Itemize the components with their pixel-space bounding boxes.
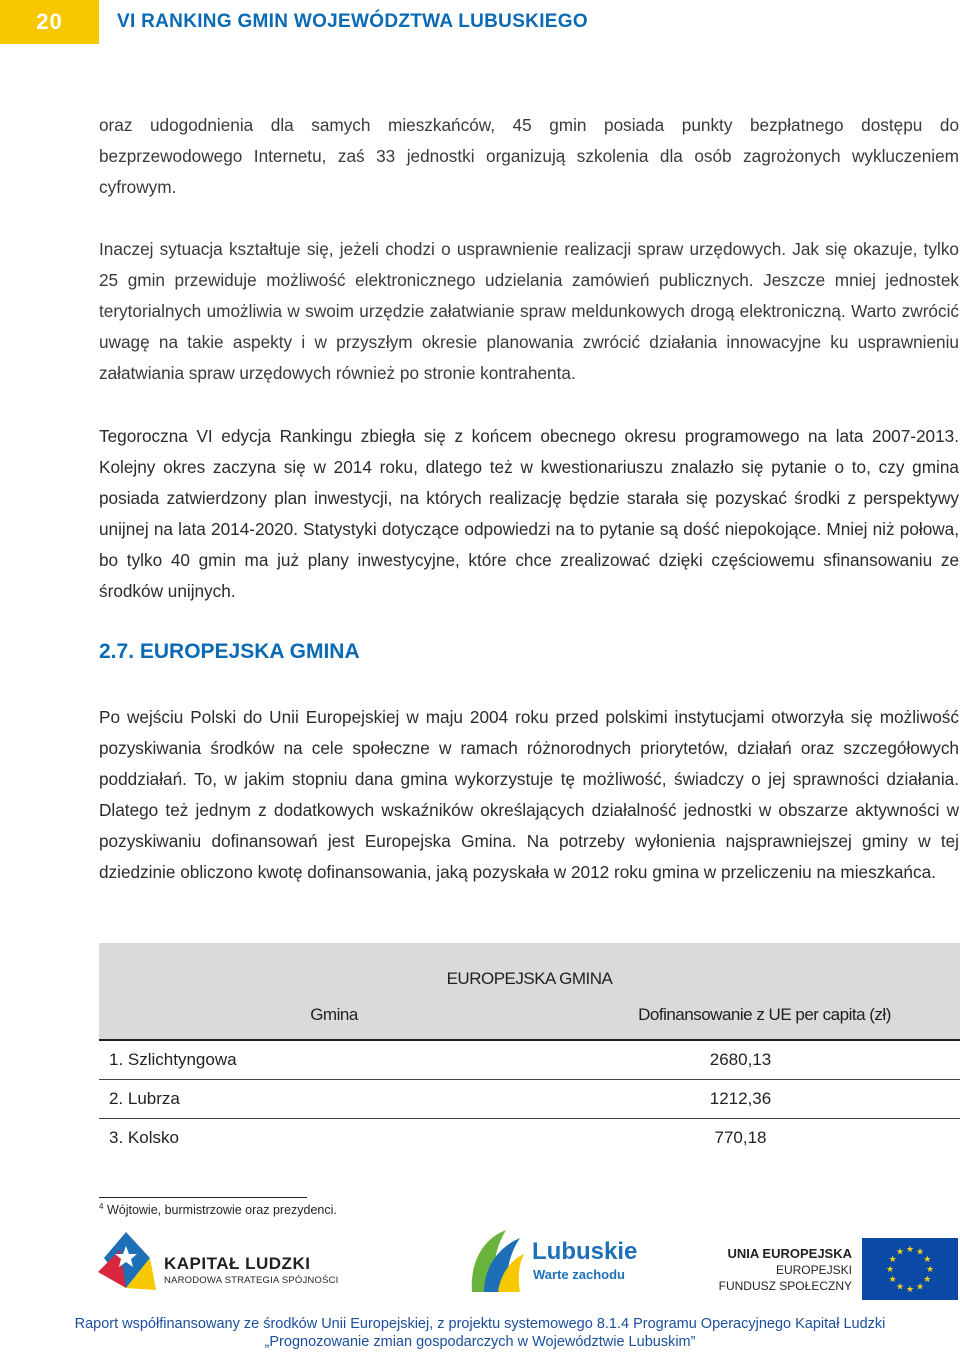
- page-number: 20: [0, 0, 99, 44]
- eu-flag-icon: [862, 1238, 958, 1300]
- eu-star-icon: ★: [888, 1274, 897, 1284]
- row-name: 1. Szlichtyngowa: [99, 1040, 569, 1079]
- lubuskie-title: Lubuskie: [532, 1238, 638, 1265]
- paragraph-2-block: [99, 234, 959, 389]
- kapital-ludzki-logo-icon: [96, 1228, 158, 1298]
- eu-star-icon: ★: [915, 1281, 925, 1292]
- paragraph-1-block: [99, 110, 959, 203]
- eu-fund-line2: FUNDUSZ SPOŁECZNY: [718, 1279, 852, 1293]
- paragraph-2: Inaczej sytuacja kształtuje się, jeżeli chodzi o usprawnienie realizacji spraw urzędowych. Jak się okazuje, tylko 25 gmin przewiduje możliwość elektronicznego udzielania zamówień publicznych. Jeszcze mniej jednostek terytorialnych umożliwia w swoim urzędzie załatwianie spraw meldunkowych drogą elektroniczną. Warto zwrócić uwagę na takie aspekty i w przyszłym okresie planowania zwrócić działania innowacyjne ku usprawnieniu załatwiania spraw urzędowych również po stronie kontrahenta.: [99, 239, 959, 383]
- lubuskie-subtitle: Warte zachodu: [533, 1267, 625, 1282]
- eu-star-icon: ★: [925, 1264, 935, 1274]
- eu-fund-line1: EUROPEJSKI: [775, 1263, 852, 1277]
- eu-star-icon: ★: [888, 1254, 897, 1264]
- table-row: [99, 1079, 960, 1118]
- row-value: 1212,36: [569, 1079, 960, 1118]
- table-header-row: [99, 991, 960, 1040]
- eu-star-icon: ★: [923, 1254, 932, 1264]
- page-header: [0, 0, 960, 44]
- section-title: 2.7. EUROPEJSKA GMINA: [99, 640, 360, 663]
- eu-star-icon: ★: [915, 1246, 925, 1257]
- footnote: [99, 1202, 337, 1217]
- kapital-ludzki-subtitle: NARODOWA STRATEGIA SPÓJNOŚCI: [164, 1275, 339, 1286]
- eu-star-icon: ★: [905, 1244, 915, 1254]
- eu-star-icon: ★: [885, 1264, 895, 1274]
- table-row: [99, 1118, 960, 1157]
- footer-line-1: Raport współfinansowany ze środków Unii Europejskiej, z projektu systemowego 8.1.4 Programu Operacyjnego Kapitał Ludzki: [74, 1316, 886, 1332]
- table-row: [99, 1040, 960, 1079]
- paragraph-3-block: [99, 421, 959, 607]
- footer-line-2: „Prognozowanie zmian gospodarczych w Województwie Lubuskim”: [264, 1334, 696, 1350]
- kapital-ludzki-title: KAPITAŁ LUDZKI: [164, 1254, 311, 1273]
- paragraph-4-block: [99, 702, 959, 888]
- footnote-marker: 4: [99, 1202, 104, 1211]
- paragraph-3: Tegoroczna VI edycja Rankingu zbiegła się z końcem obecnego okresu programowego na lata 2007-2013. Kolejny okres zaczyna się w 2014 roku, dlatego też w kwestionariuszu znalazło się pytanie o to, czy gmina posiada zatwierdzony plan inwestycji, na których realizację będzie starała się pozyskać środki z perspektywy unijnej na lata 2014-2020. Statystyki dotyczące odpowiedzi na to pytanie są dość niepokojące. Mniej niż połowa, bo tylko 40 gmin ma już plany inwestycyjne, które chce zrealizować dzięki częściowemu sfinansowaniu ze środków unijnych.: [99, 426, 959, 601]
- table-caption-row: [99, 943, 960, 991]
- lubuskie-logo-icon: [466, 1226, 528, 1298]
- eu-star-icon: ★: [905, 1284, 915, 1294]
- eu-title: UNIA EUROPEJSKA: [727, 1246, 852, 1261]
- eu-star-icon: ★: [923, 1274, 932, 1284]
- paragraph-4: Po wejściu Polski do Unii Europejskiej w maju 2004 roku przed polskimi instytucjami otworzyła się możliwość pozyskiwania środków na cele społeczne w ramach różnorodnych priorytetów, działań oraz szczegółowych poddziałań. To, w jakim stopniu dana gmina wykorzystuje tę możliwość, świadczy o jej sprawności działania. Dlatego też jednym z dodatkowych wskaźników określających działalność jednostki w obszarze aktywności w pozyskiwaniu dofinansowań jest Europejska Gmina. Na potrzeby wyłonienia najsprawniejszej gminy w tej dziedzinie obliczono kwotę dofinansowania, jaką pozyskała w 2012 roku gmina w przeliczeniu na mieszkańca.: [99, 707, 959, 882]
- footnote-text: Wójtowie, burmistrzowie oraz prezydenci.: [106, 1203, 337, 1218]
- europejska-gmina-table: [99, 943, 960, 1157]
- row-value: 2680,13: [569, 1040, 960, 1079]
- row-name: 2. Lubrza: [99, 1079, 569, 1118]
- footnote-divider: [99, 1197, 307, 1198]
- header-title: VI RANKING GMIN WOJEWÓDZTWA LUBUSKIEGO: [117, 11, 588, 32]
- paragraph-1: oraz udogodnienia dla samych mieszkańców, 45 gmin posiada punkty bezpłatnego dostępu do bezprzewodowego Internetu, zaś 33 jednostki organizują szkolenia dla osób zagrożonych wykluczeniem cyfrowym.: [99, 115, 959, 197]
- table-caption: EUROPEJSKA GMINA: [99, 943, 960, 991]
- column-header-gmina: Gmina: [99, 991, 569, 1040]
- row-name: 3. Kolsko: [99, 1118, 569, 1157]
- row-value: 770,18: [569, 1118, 960, 1157]
- eu-star-icon: ★: [895, 1281, 905, 1292]
- eu-star-icon: ★: [895, 1246, 905, 1257]
- column-header-value: Dofinansowanie z UE per capita (zł): [569, 991, 960, 1040]
